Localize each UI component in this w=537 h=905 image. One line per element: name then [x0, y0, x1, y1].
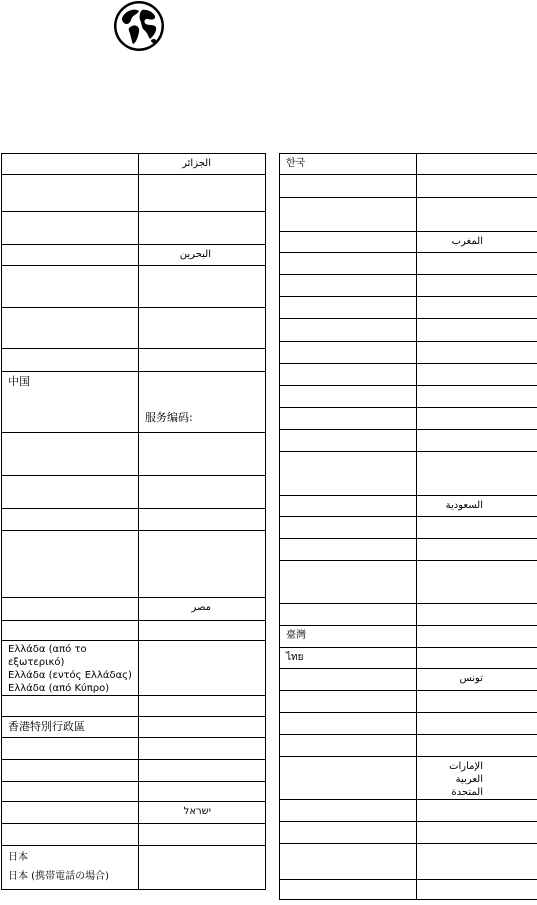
table-row	[280, 386, 537, 408]
contact-cell	[417, 430, 537, 452]
country-cell	[2, 760, 139, 782]
country-cell: 中国	[2, 372, 139, 433]
country-cell: 日本 日本 (携帯電話の場合)	[2, 846, 139, 890]
table-row	[2, 245, 266, 266]
country-cell	[280, 342, 417, 364]
contact-cell	[139, 621, 266, 641]
contact-cell	[139, 266, 266, 308]
contact-cell: البحرين	[139, 245, 266, 266]
contact-cell	[139, 212, 266, 245]
contact-cell	[417, 452, 537, 496]
table-row	[280, 880, 537, 900]
contact-cell: الجزائر	[139, 154, 266, 175]
country-cell	[280, 386, 417, 408]
table-row	[280, 800, 537, 822]
contact-cell: السعودية	[417, 496, 537, 517]
country-cell	[280, 232, 417, 253]
table-row	[280, 713, 537, 735]
table-row	[280, 275, 537, 297]
table-row	[280, 822, 537, 844]
country-cell	[280, 800, 417, 822]
contact-cell	[417, 154, 537, 175]
table-row	[2, 696, 266, 717]
left-country-table	[1, 153, 266, 890]
contact-cell: مصر	[139, 598, 266, 621]
table-row	[280, 253, 537, 275]
table-row	[280, 232, 537, 253]
country-cell	[280, 713, 417, 735]
table-row	[2, 212, 266, 245]
country-cell	[280, 669, 417, 691]
contact-cell	[417, 408, 537, 430]
contact-cell	[139, 846, 266, 890]
country-cell	[280, 539, 417, 561]
contact-cell	[139, 476, 266, 509]
contact-cell	[417, 822, 537, 844]
table-row	[280, 669, 537, 691]
country-cell	[280, 175, 417, 198]
table-row	[280, 319, 537, 342]
contact-cell	[139, 349, 266, 372]
country-cell	[280, 691, 417, 713]
country-cell	[280, 735, 417, 757]
table-row	[2, 154, 266, 175]
contact-cell	[417, 364, 537, 386]
contact-cell	[417, 604, 537, 626]
table-row	[280, 626, 537, 648]
country-cell	[280, 496, 417, 517]
table-row	[2, 175, 266, 212]
table-row	[2, 782, 266, 802]
contact-cell	[417, 297, 537, 319]
country-cell	[2, 154, 139, 175]
country-cell	[2, 349, 139, 372]
country-cell	[280, 757, 417, 800]
table-row	[2, 641, 266, 696]
contact-cell	[417, 648, 537, 669]
country-cell	[2, 782, 139, 802]
contact-cell	[139, 531, 266, 598]
contact-cell	[139, 738, 266, 760]
table-row	[280, 735, 537, 757]
contact-cell	[139, 717, 266, 738]
contact-cell	[417, 735, 537, 757]
table-row	[280, 297, 537, 319]
country-cell	[280, 517, 417, 539]
table-row	[2, 621, 266, 641]
table-row	[2, 308, 266, 349]
table-row	[280, 154, 537, 175]
country-cell	[280, 452, 417, 496]
table-row	[280, 757, 537, 800]
country-cell	[2, 212, 139, 245]
country-cell	[280, 604, 417, 626]
table-row	[280, 364, 537, 386]
contact-cell	[139, 308, 266, 349]
country-cell	[280, 364, 417, 386]
country-cell	[280, 198, 417, 232]
table-row	[2, 738, 266, 760]
contact-cell	[417, 880, 537, 900]
contact-cell	[417, 198, 537, 232]
country-cell	[280, 561, 417, 604]
table-row	[280, 517, 537, 539]
contact-cell	[139, 782, 266, 802]
table-row	[2, 509, 266, 531]
table-row	[280, 342, 537, 364]
contact-cell	[417, 517, 537, 539]
country-cell: 臺灣	[280, 626, 417, 648]
contact-cell	[417, 386, 537, 408]
contact-cell	[417, 800, 537, 822]
table-row	[2, 717, 266, 738]
contact-cell	[139, 641, 266, 696]
table-row	[2, 476, 266, 509]
contact-cell	[139, 509, 266, 531]
country-cell	[280, 297, 417, 319]
country-cell	[2, 476, 139, 509]
table-row	[2, 372, 266, 433]
contact-cell	[417, 561, 537, 604]
contact-cell	[139, 175, 266, 212]
country-cell	[280, 408, 417, 430]
contact-cell	[417, 713, 537, 735]
country-cell	[2, 621, 139, 641]
table-row	[280, 691, 537, 713]
country-cell	[280, 844, 417, 880]
contact-cell	[139, 760, 266, 782]
country-cell	[280, 430, 417, 452]
contact-cell	[417, 275, 537, 297]
contact-cell	[139, 696, 266, 717]
country-cell: 香港特別行政區	[2, 717, 139, 738]
table-row	[2, 760, 266, 782]
contact-cell	[417, 319, 537, 342]
country-cell	[2, 433, 139, 476]
table-row	[280, 452, 537, 496]
right-country-table	[279, 153, 537, 900]
country-cell: ไทย	[280, 648, 417, 669]
table-row	[2, 349, 266, 372]
table-row	[2, 802, 266, 824]
table-row	[2, 598, 266, 621]
contact-cell: المغرب	[417, 232, 537, 253]
table-row	[280, 561, 537, 604]
country-cell	[2, 175, 139, 212]
contact-cell	[139, 433, 266, 476]
contact-cell	[417, 626, 537, 648]
contact-cell	[417, 175, 537, 198]
contact-cell	[417, 691, 537, 713]
table-row	[280, 648, 537, 669]
country-cell	[280, 275, 417, 297]
country-cell	[280, 253, 417, 275]
country-cell	[2, 598, 139, 621]
country-cell	[2, 509, 139, 531]
table-row	[280, 408, 537, 430]
table-row	[280, 604, 537, 626]
contact-cell: 服务编码:	[139, 372, 266, 433]
table-row	[280, 844, 537, 880]
country-cell	[280, 880, 417, 900]
country-cell	[2, 266, 139, 308]
country-cell	[280, 319, 417, 342]
contact-cell: تونس	[417, 669, 537, 691]
contact-cell	[139, 824, 266, 846]
country-cell	[2, 802, 139, 824]
table-row	[280, 430, 537, 452]
table-row	[2, 531, 266, 598]
country-cell	[280, 822, 417, 844]
table-row	[2, 266, 266, 308]
contact-cell: ישראל	[139, 802, 266, 824]
contact-cell	[417, 253, 537, 275]
table-row	[2, 824, 266, 846]
table-row	[2, 846, 266, 890]
country-cell	[2, 531, 139, 598]
country-cell: Ελλάδα (από το εξωτερικό) Ελλάδα (εντός Ελλάδας) Ελλάδα (από Κύπρο)	[2, 641, 139, 696]
country-cell	[2, 245, 139, 266]
table-row	[280, 539, 537, 561]
table-row	[280, 496, 537, 517]
contact-cell	[417, 539, 537, 561]
table-row	[280, 175, 537, 198]
contact-cell	[417, 844, 537, 880]
country-cell	[2, 308, 139, 349]
country-cell	[2, 738, 139, 760]
contact-cell: الإمارات العربية المتحدة	[417, 757, 537, 800]
contact-cell	[417, 342, 537, 364]
table-row	[2, 433, 266, 476]
country-cell	[2, 824, 139, 846]
table-row	[280, 198, 537, 232]
globe-icon	[113, 0, 165, 52]
country-cell	[2, 696, 139, 717]
country-cell: 한국	[280, 154, 417, 175]
